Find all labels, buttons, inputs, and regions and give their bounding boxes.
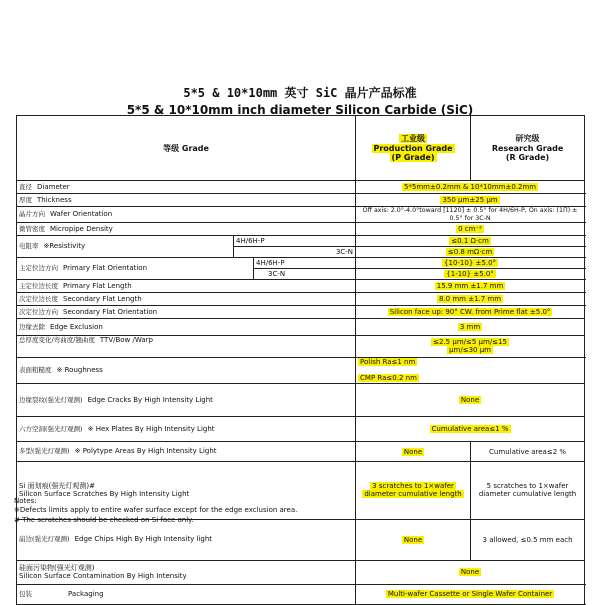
type-label: 3C-N [335, 247, 354, 256]
label-en: Micropipe Density [50, 224, 113, 233]
table-row-micropipe [17, 222, 585, 235]
type-cell [254, 257, 356, 268]
value-cell [356, 194, 585, 207]
edge-cracks-value: None [460, 395, 480, 404]
ttv-value-line2: μm/≤30 μm [449, 346, 491, 355]
roughness-cmp: CMP Ra≤0.2 nm [360, 374, 417, 383]
label-en: Roughness [64, 366, 103, 375]
document-title-chinese: 5*5 & 10*10mm 英寸 SiC 晶片产品标准 [183, 86, 417, 100]
value-cell [356, 318, 585, 335]
table-row-orientation [17, 207, 585, 222]
label-en: Silicon Surface Scratches By High Intensity Light [19, 490, 190, 499]
row-label [17, 357, 356, 383]
table-row-secondary-length [17, 292, 585, 305]
table-row-primary-length [17, 279, 585, 292]
label-cn: 主定位边方向 [19, 264, 58, 273]
primary-orientation-value: {1-10} ±5.0° [446, 269, 494, 278]
label-cn: 直径 [19, 183, 32, 192]
row-label [17, 207, 356, 222]
table-row-edge-exclusion [17, 318, 585, 335]
scratches-research-line1: 5 scratches to 1×wafer [486, 482, 569, 491]
label-cn: 崩边(强光灯观测) [19, 535, 70, 544]
ttv-value-line1: ≤2.5 μm/≤5 μm/≤15 [433, 338, 507, 347]
value-cell [356, 257, 585, 268]
production-grade-sub: (P Grade) [391, 152, 435, 162]
label-cn: 总厚度变化/弯曲度/翘曲度 [19, 335, 95, 344]
value-cell [356, 279, 585, 292]
contamination-value: None [460, 568, 480, 577]
value-cell [471, 519, 585, 560]
polytype-production-value: None [403, 447, 423, 456]
orientation-value: Off axis: 2.0°-4.0°toward [1120] ± 0.5° for 4H/6H-P, On axis: (1Π) ± 0.5° for 3C-N [362, 207, 578, 222]
production-grade-header [356, 116, 471, 181]
value-cell [356, 268, 585, 279]
row-label [17, 194, 356, 207]
value-cell [356, 292, 585, 305]
row-label [17, 335, 356, 357]
label-cn: 表面粗糙度 [19, 366, 52, 375]
label-cn: 主定位边长度 [19, 281, 58, 290]
defect-mark: ※ [87, 424, 94, 433]
table-row-resistivity [17, 235, 585, 246]
notes-label: Notes: [14, 497, 37, 505]
row-label [17, 292, 356, 305]
label-en: Edge Cracks By High Intensity Light [87, 395, 213, 404]
label-en: Resistivity [49, 242, 86, 251]
row-label [17, 257, 254, 279]
note-scratches: # The scratches should be checked on Si face only. [14, 515, 194, 524]
value-cell [356, 207, 585, 222]
value-cell [471, 442, 585, 462]
value-cell [356, 357, 585, 383]
label-cn: 六方空洞(强光灯观测) [19, 424, 83, 433]
label-cn: 次定位边长度 [19, 294, 58, 303]
production-grade-cn: 工业级 [401, 134, 426, 144]
label-en: Secondary Flat Orientation [63, 307, 158, 316]
label-en: TTV/Bow /Warp [99, 335, 153, 344]
type-cell [254, 268, 356, 279]
grade-header-cell [17, 116, 356, 181]
value-cell [356, 335, 585, 357]
label-en: Silicon Surface Contamination By High Intensity [19, 572, 187, 581]
thickness-value: 350 μm±25 μm [442, 196, 498, 205]
type-label: 4H/6H-P [256, 258, 285, 267]
label-cn: 包装 [19, 590, 32, 599]
label-cn: 多型(强光灯观测) [19, 447, 70, 456]
table-row-contamination [17, 560, 585, 584]
label-en: Packaging [68, 590, 104, 599]
label-en: Primary Flat Orientation [63, 264, 148, 273]
label-en: Secondary Flat Length [63, 294, 142, 303]
value-cell [356, 235, 585, 246]
edge-exclusion-value: 3 mm [459, 322, 481, 331]
table-row-ttv [17, 335, 585, 357]
value-cell [356, 560, 585, 584]
defect-mark: ※ [43, 242, 50, 251]
table-header-row [17, 116, 585, 181]
research-grade-en: Research Grade [491, 143, 564, 153]
type-cell [234, 235, 356, 246]
row-label [17, 584, 356, 604]
grade-label: 等级 Grade [163, 143, 209, 153]
label-en: Edge Chips High By High Intensity light [74, 535, 213, 544]
label-cn: 电阻率 [19, 242, 39, 251]
label-cn: 次定位边方向 [19, 307, 58, 316]
polytype-research-value: Cumulative area≤2 % [489, 447, 567, 456]
value-cell [356, 442, 471, 462]
production-grade-en: Production Grade [373, 143, 453, 153]
resistivity-value: ≤0.8 mΩ·cm [447, 247, 493, 256]
spec-table [16, 115, 585, 605]
roughness-polish: Polish Ra≤1 nm [360, 358, 416, 367]
scratch-mark: # [89, 482, 95, 491]
table-row-roughness [17, 357, 585, 383]
micropipe-value: 0 cm⁻² [458, 224, 482, 233]
label-en: Thickness [37, 196, 72, 205]
row-label [17, 383, 356, 416]
document-title-english: 5*5 & 10*10mm inch diameter Silicon Carbide (SiC) [126, 103, 474, 117]
table-row-edge-cracks [17, 383, 585, 416]
scratches-production-line2: diameter cumulative length [364, 490, 462, 499]
row-label [17, 318, 356, 335]
primary-orientation-value: {10-10} ±5.0° [444, 258, 497, 267]
label-cn: 晶片方向 [19, 210, 45, 219]
packaging-value: Multi-wafer Cassette or Single Wafer Container [387, 590, 553, 599]
research-grade-cn: 研究级 [515, 134, 540, 144]
scratches-production-line1: 3 scratches to 1×wafer [372, 482, 454, 491]
type-label: 4H/6H-P [236, 236, 265, 245]
value-cell [471, 462, 585, 519]
row-label [17, 181, 356, 194]
label-cn: 边缘裂纹(强光灯观测) [19, 395, 83, 404]
value-cell [356, 305, 585, 318]
value-cell [356, 383, 585, 416]
label-en: Polytype Areas By High Intensity Light [82, 447, 217, 456]
label-cn: Si 面划痕(强光灯观测) [19, 482, 90, 491]
label-en: Edge Exclusion [50, 322, 103, 331]
label-en: Diameter [37, 183, 70, 192]
notes [14, 497, 297, 525]
resistivity-value: ≤0.1 Ω·cm [451, 236, 489, 245]
table-row-thickness [17, 194, 585, 207]
label-en: Hex Plates By High Intensity Light [95, 424, 215, 433]
row-label [17, 222, 356, 235]
label-en: Primary Flat Length [63, 281, 132, 290]
research-grade-sub: (R Grade) [505, 152, 550, 162]
row-label [17, 279, 356, 292]
table-row-packaging [17, 584, 585, 604]
edge-chips-research-value: 3 allowed, ≤0.5 mm each [482, 535, 573, 544]
secondary-orientation-value: Silicon face up: 90° CW. from Prime flat ±5.0° [389, 307, 551, 316]
note-defects: ※Defects limits apply to entire wafer surface except for the edge exclusion area. [14, 506, 298, 515]
table-row-hex-plates [17, 417, 585, 442]
table-row-diameter [17, 181, 585, 194]
row-label [17, 442, 356, 462]
value-cell [356, 462, 471, 519]
primary-length-value: 15.9 mm ±1.7 mm [436, 281, 504, 290]
row-label [17, 305, 356, 318]
value-cell [356, 584, 585, 604]
row-label [17, 560, 356, 584]
hex-plates-value: Cumulative area≤1 % [431, 425, 509, 434]
row-label [17, 417, 356, 442]
value-cell [356, 519, 471, 560]
table-row-secondary-orientation [17, 305, 585, 318]
defect-mark: ※ [56, 366, 63, 375]
diameter-value: 5*5mm±0.2mm & 10*10mm±0.2mm [403, 183, 537, 192]
value-cell [356, 181, 585, 194]
label-cn: 硅面污染物(强光灯观测) [19, 564, 95, 573]
label-cn: 微管密度 [19, 224, 45, 233]
value-cell [356, 222, 585, 235]
edge-chips-production-value: None [403, 535, 423, 544]
defect-mark: ※ [74, 447, 81, 456]
label-cn: 边缘去除 [19, 322, 45, 331]
label-cn: 厚度 [19, 196, 32, 205]
value-cell [356, 246, 585, 257]
value-cell [356, 417, 585, 442]
scratches-research-line2: diameter cumulative length [478, 490, 577, 499]
table-row-polytype [17, 442, 585, 462]
label-en: Wafer Orientation [50, 210, 113, 219]
type-label: 3C-N [268, 269, 286, 278]
type-cell [234, 246, 356, 257]
research-grade-header [471, 116, 585, 181]
secondary-length-value: 8.0 mm ±1.7 mm [439, 294, 502, 303]
table-row-primary-orientation [17, 257, 585, 268]
row-label [17, 235, 234, 257]
